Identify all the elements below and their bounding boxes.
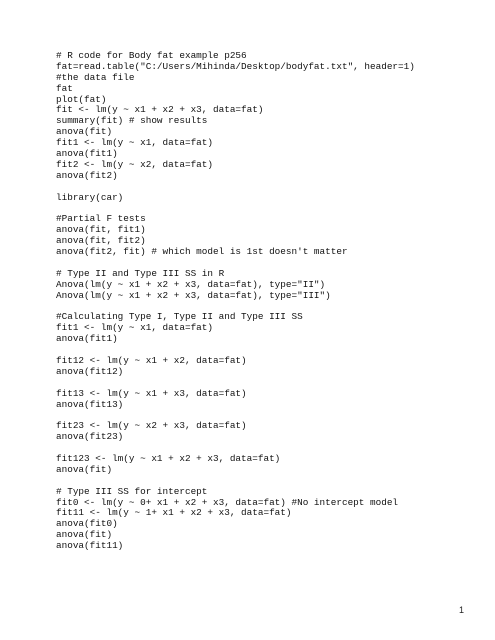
code-line: anova(fit2, fit) # which model is 1st doesn't matter [56, 246, 348, 258]
code-line: anova(fit23) [56, 431, 124, 443]
code-line: #Partial F tests [56, 213, 146, 225]
code-line: Anova(lm(y ~ x1 + x2 + x3, data=fat), type="III") [56, 289, 331, 301]
blank-line [56, 378, 415, 389]
code-line: fit1 <- lm(y ~ x1, data=fat) [56, 322, 214, 334]
code-line: Anova(lm(y ~ x1 + x2 + x3, data=fat), type="II") [56, 278, 326, 290]
page-number: 1 [459, 605, 465, 615]
code-line: fit23 <- lm(y ~ x2 + x3, data=fat) [56, 420, 247, 432]
code-line: # R code for Body fat example p256 [56, 50, 247, 61]
r-code-block [56, 51, 415, 552]
code-line: fat=read.table("C:/Users/Mihinda/Desktop/bodyfat.txt", header=1) [56, 60, 415, 72]
code-line: fit11 <- lm(y ~ 1+ x1 + x2 + x3, data=fat) [56, 507, 292, 519]
code-line: anova(fit1) [56, 148, 118, 160]
code-line: #the data file [56, 71, 135, 83]
code-line: fit1 <- lm(y ~ x1, data=fat) [56, 137, 214, 149]
code-line: fit2 <- lm(y ~ x2, data=fat) [56, 158, 214, 170]
blank-line [56, 476, 415, 487]
code-line: anova(fit, fit1) [56, 224, 146, 236]
code-line: summary(fit) # show results [56, 115, 208, 127]
code-line: anova(fit) [56, 529, 113, 541]
code-line: # Type III SS for intercept [56, 485, 208, 497]
code-line: anova(fit12) [56, 365, 124, 377]
code-line: fit13 <- lm(y ~ x1 + x3, data=fat) [56, 387, 247, 399]
code-line: anova(fit2) [56, 169, 118, 181]
code-line: #Calculating Type I, Type II and Type III SS [56, 311, 303, 323]
code-line: anova(fit) [56, 463, 113, 475]
blank-line [56, 182, 415, 193]
code-line: anova(fit13) [56, 398, 124, 410]
code-line: fit12 <- lm(y ~ x1 + x2, data=fat) [56, 354, 247, 366]
code-line: fit123 <- lm(y ~ x1 + x2 + x3, data=fat) [56, 452, 281, 464]
code-line: fit <- lm(y ~ x1 + x2 + x3, data=fat) [56, 104, 264, 116]
code-line: plot(fat) [56, 93, 107, 105]
code-line: library(car) [56, 191, 124, 203]
code-line: fat [56, 82, 73, 94]
code-line: anova(fit1) [56, 333, 118, 345]
code-line: anova(fit, fit2) [56, 235, 146, 247]
code-line: fit0 <- lm(y ~ 0+ x1 + x2 + x3, data=fat) #No intercept model [56, 496, 399, 508]
code-line: anova(fit) [56, 126, 113, 138]
code-line: anova(fit11) [56, 540, 124, 552]
code-line: anova(fit0) [56, 518, 118, 530]
code-line: # Type II and Type III SS in R [56, 267, 225, 279]
